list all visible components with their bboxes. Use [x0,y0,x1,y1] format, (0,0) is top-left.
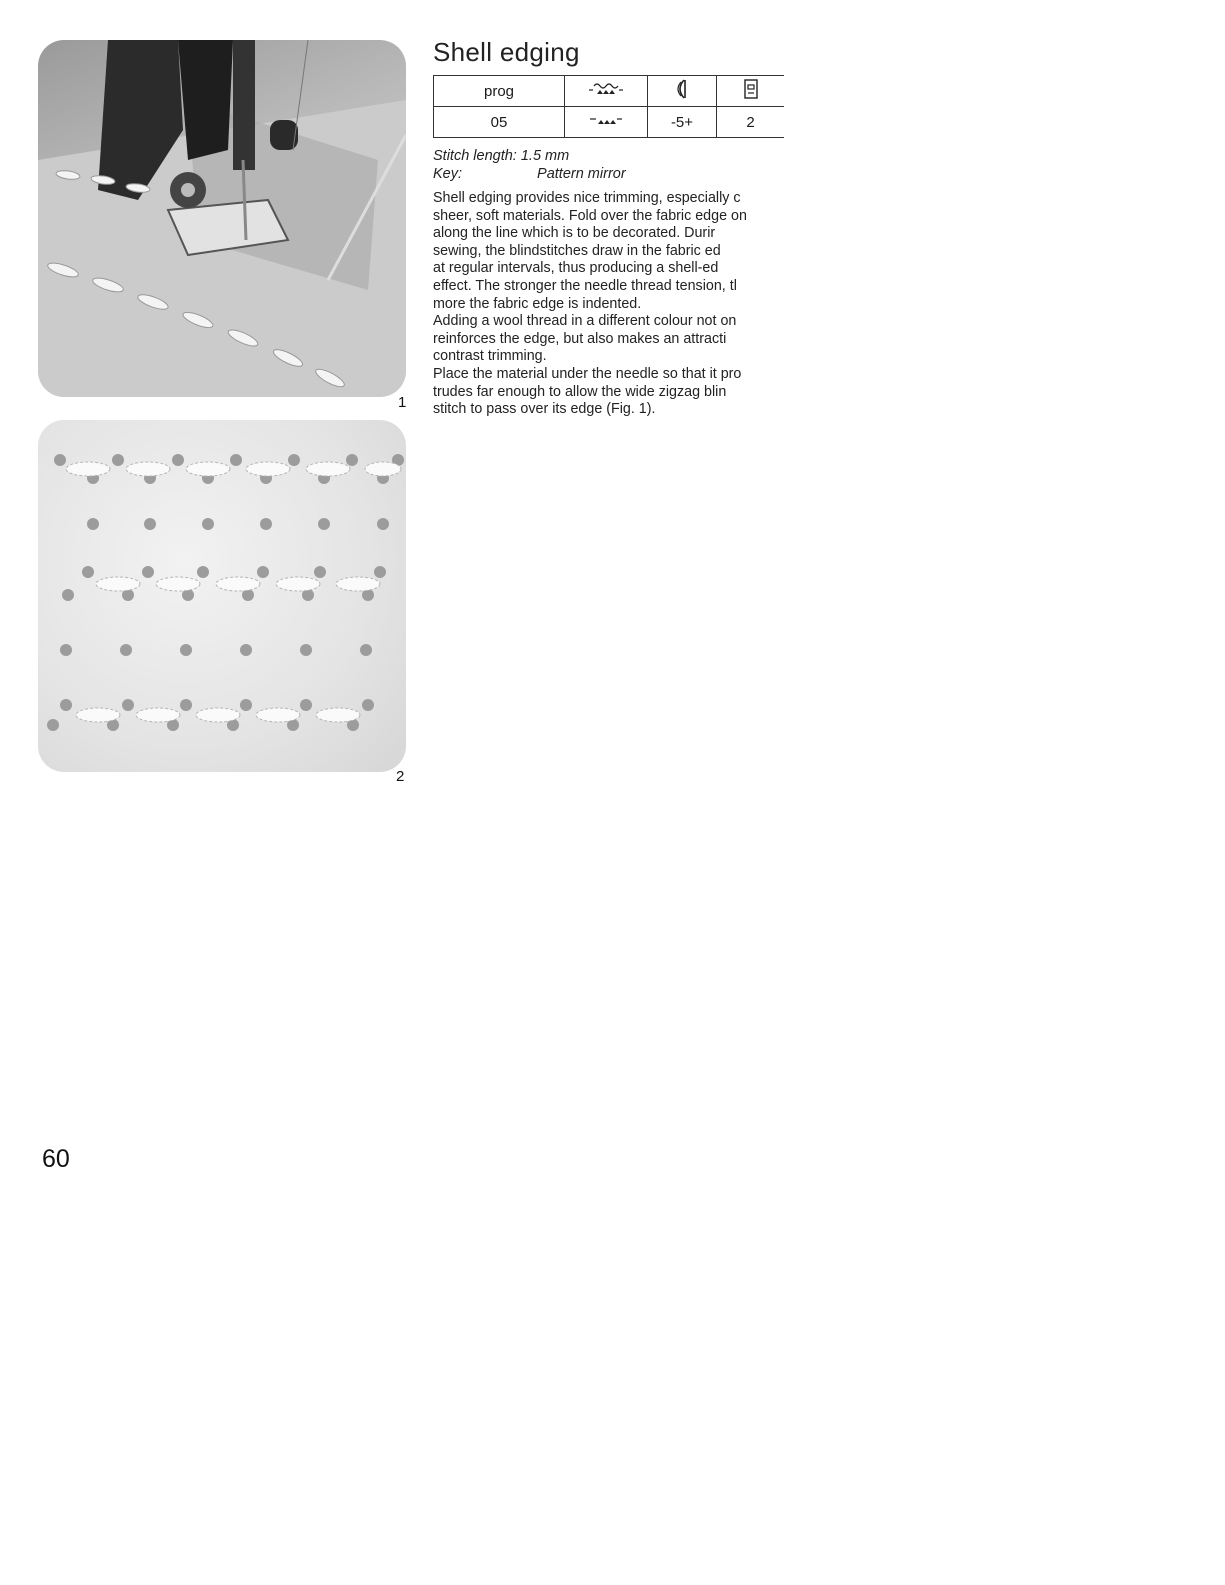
figure-1-photo [38,40,406,397]
figure-2-number: 2 [396,768,405,785]
body-line: more the fabric edge is indented. [433,295,642,312]
body-line: at regular intervals, thus producing a shell-ed [433,260,719,277]
stitch-specs [433,147,626,183]
presser-foot-value: 2 [717,107,785,138]
prog-value: 05 [434,107,565,138]
key-value: Pattern mirror [537,166,626,182]
body-line: along the line which is to be decorated. Durir [433,225,716,242]
prog-header: prog [434,76,565,107]
page-title: Shell edging [433,37,580,67]
sewing-machine-illustration [38,40,406,397]
body-line: reinforces the edge, but also makes an attracti [433,330,727,347]
body-line: trudes far enough to allow the wide zigzag blin [433,383,727,400]
stitch-length-line [433,147,626,165]
stitch-length-value: 1.5 mm [520,148,570,164]
tension-dial-icon [648,76,717,107]
key-line [433,165,626,183]
body-text [433,190,780,419]
page-number: 60 [42,1145,70,1173]
key-label: Key: [433,166,463,182]
stitch-length-label: Stitch length: [433,148,517,164]
body-line: contrast trimming. [433,348,547,365]
presser-foot-icon [717,76,785,107]
mirrored-pattern-icon [565,107,648,138]
settings-value-row [434,107,785,138]
body-line: sheer, soft materials. Fold over the fabric edge on [433,207,747,224]
body-line: effect. The stronger the needle thread tension, tl [433,277,737,294]
settings-table [433,75,784,138]
body-line: Shell edging provides nice trimming, especially c [433,190,741,206]
figure-1-number: 1 [398,394,407,411]
stitch-sample-illustration [38,420,406,772]
figure-2-photo [38,420,406,772]
tension-value: -5+ [648,107,717,138]
body-line: sewing, the blindstitches draw in the fabric ed [433,242,721,259]
settings-header-row [434,76,785,107]
stitch-pattern-icon [565,76,648,107]
body-line: Place the material under the needle so that it pro [433,365,742,382]
body-line: Adding a wool thread in a different colour not on [433,313,737,330]
body-line: stitch to pass over its edge (Fig. 1). [433,401,656,418]
